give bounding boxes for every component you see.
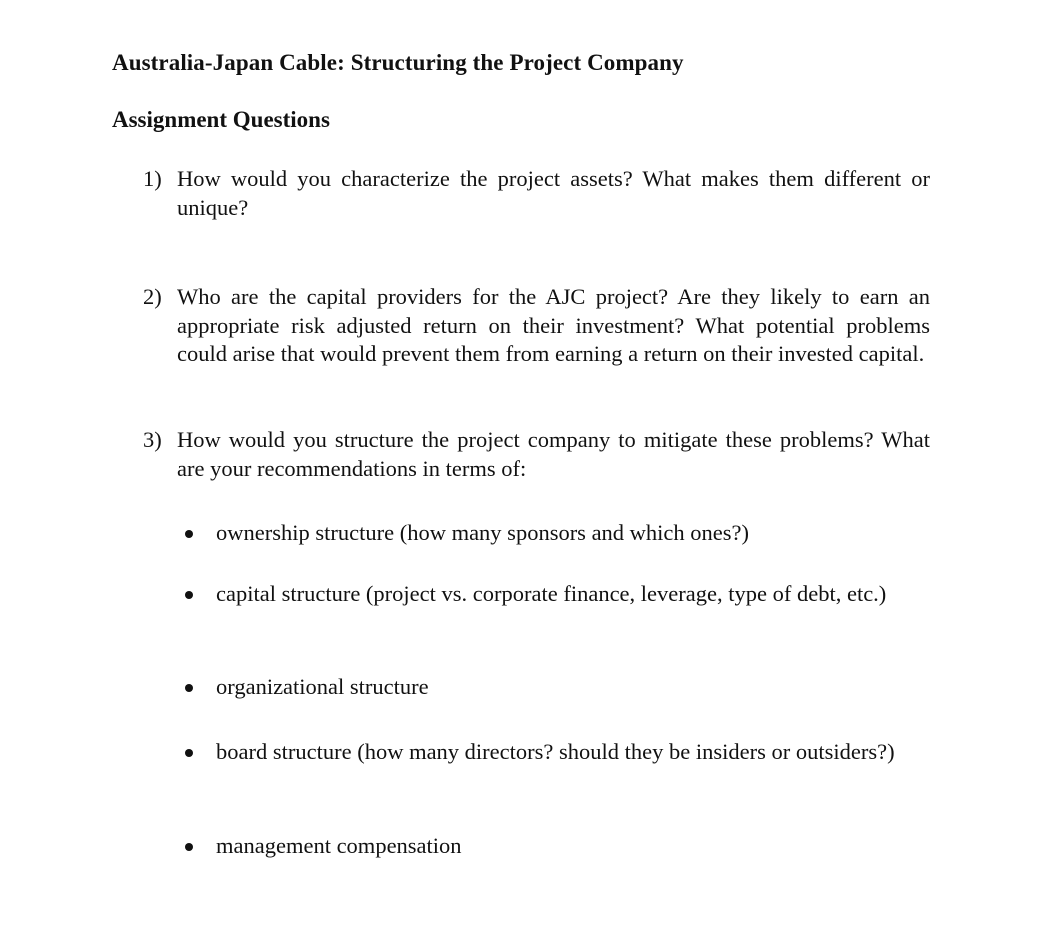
- section-heading: Assignment Questions: [112, 107, 330, 132]
- bullet-dot-icon: [185, 591, 193, 599]
- question-number: 2): [143, 284, 162, 309]
- bullet-text: capital structure (project vs. corporate finance, leverage, type of debt, etc.): [216, 581, 887, 606]
- bullet-item: [180, 738, 930, 767]
- bullet-item: [180, 832, 930, 861]
- bullet-item: [180, 673, 930, 702]
- question-text: How would you structure the project company to mitigate these problems? What are your recommendations in terms of:: [177, 427, 930, 481]
- bullet-item: [180, 580, 930, 609]
- question-item: [143, 165, 930, 222]
- question-number: 1): [143, 166, 162, 191]
- bullet-text: management compensation: [216, 833, 462, 858]
- bullet-dot-icon: [185, 749, 193, 757]
- bullet-text: ownership structure (how many sponsors and which ones?): [216, 520, 750, 545]
- document-title: Australia-Japan Cable: Structuring the Project Company: [112, 50, 684, 75]
- bullet-item: [180, 519, 930, 548]
- question-number: 3): [143, 427, 162, 452]
- bullet-dot-icon: [185, 530, 193, 538]
- question-text: How would you characterize the project assets? What makes them different or unique?: [177, 166, 930, 220]
- bullet-text: board structure (how many directors? should they be insiders or outsiders?): [216, 739, 895, 764]
- bullet-dot-icon: [185, 843, 193, 851]
- question-item: [143, 283, 930, 369]
- bullet-text: organizational structure: [216, 674, 429, 699]
- question-text: Who are the capital providers for the AJC project? Are they likely to earn an appropriate risk adjusted return on their investment? What potential problems could arise that would prevent them from earning a return on their invested capital.: [177, 284, 930, 367]
- bullet-dot-icon: [185, 684, 193, 692]
- question-item: [143, 426, 930, 483]
